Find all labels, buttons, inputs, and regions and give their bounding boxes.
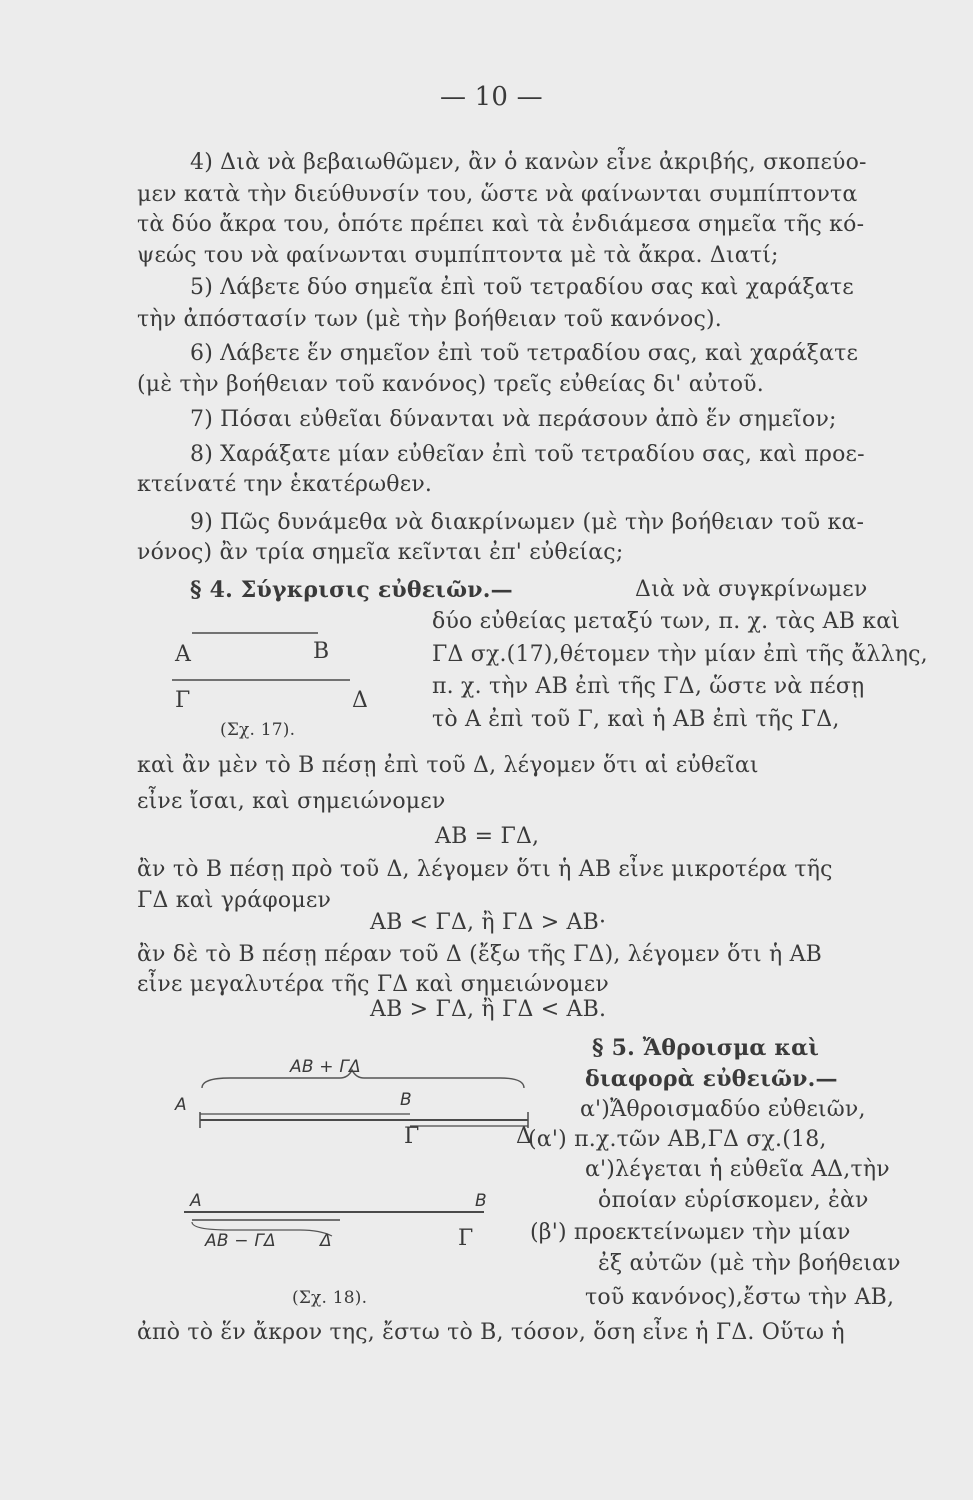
fig18-sum-label: ΑΒ + ΓΔ bbox=[290, 1057, 361, 1077]
text-line: τοῦ κανόνος),ἔστω τὴν ΑΒ, bbox=[585, 1285, 895, 1310]
fig17-label-a: Α bbox=[175, 642, 192, 667]
figure-17 bbox=[170, 625, 380, 695]
page-number: — 10 — bbox=[440, 82, 543, 112]
text-line: δύο εὐθείας μεταξύ των, π. χ. τὰς ΑΒ καὶ bbox=[432, 609, 901, 634]
fig17-label-b: Β bbox=[313, 639, 330, 664]
text-line: α')Ἄθροισμαδύο εὐθειῶν, bbox=[580, 1097, 866, 1122]
section-heading: διαφορὰ εὐθειῶν.— bbox=[585, 1066, 838, 1092]
text-line: κτείνατέ την ἑκατέρωθεν. bbox=[137, 472, 433, 497]
fig18-label-b-top: Β bbox=[400, 1090, 412, 1110]
text-line: νόνος) ἂν τρία σημεῖα κεῖνται ἐπ' εὐθείας; bbox=[137, 540, 624, 565]
text-line: μεν κατὰ τὴν διεύθυνσίν του, ὥστε νὰ φαίνωνται συμπίπτοντα bbox=[137, 182, 858, 207]
section-heading: § 4. Σύγκρισις εὐθειῶν.— bbox=[190, 577, 513, 603]
text-line: Διὰ νὰ συγκρίνωμεν bbox=[635, 577, 868, 602]
fig17-label-d: Δ bbox=[352, 688, 369, 713]
fig18-label-a-bottom: Α bbox=[190, 1191, 202, 1211]
fig18-label-d-top: Δ bbox=[516, 1124, 533, 1149]
equation: ΑΒ > ΓΔ, ἢ ΓΔ < ΑΒ. bbox=[370, 997, 607, 1022]
text-line: (β') προεκτείνωμεν τὴν μίαν bbox=[530, 1220, 851, 1245]
text-line: (α') π.χ.τῶν ΑΒ,ΓΔ σχ.(18, bbox=[528, 1127, 827, 1152]
fig18-label-g-bottom: Γ bbox=[458, 1226, 474, 1251]
fig18-label-g-top: Γ bbox=[404, 1124, 420, 1149]
text-line: ὁποίαν εὑρίσκομεν, ἐὰν bbox=[598, 1188, 869, 1213]
text-line: 6) Λάβετε ἕν σημεῖον ἐπὶ τοῦ τετραδίου σας, καὶ χαράξατε bbox=[190, 341, 859, 366]
fig18-caption: (Σχ. 18). bbox=[292, 1288, 368, 1308]
text-line: ἂν τὸ Β πέσῃ πρὸ τοῦ Δ, λέγομεν ὅτι ἡ ΑΒ εἶνε μικροτέρα τῆς bbox=[137, 857, 833, 882]
text-line: ψεώς του νὰ φαίνωνται συμπίπτοντα μὲ τὰ ἄκρα. Διατί; bbox=[137, 243, 779, 268]
equation: ΑΒ < ΓΔ, ἢ ΓΔ > ΑΒ· bbox=[370, 910, 607, 935]
fig17-caption: (Σχ. 17). bbox=[220, 720, 296, 740]
text-line: π. χ. τὴν ΑΒ ἐπὶ τῆς ΓΔ, ὥστε νὰ πέσῃ bbox=[432, 674, 865, 699]
text-line: τὸ Α ἐπὶ τοῦ Γ, καὶ ἡ ΑΒ ἐπὶ τῆς ΓΔ, bbox=[432, 707, 840, 732]
fig17-label-g: Γ bbox=[175, 688, 191, 713]
fig18-label-b-bottom: Β bbox=[475, 1191, 487, 1211]
fig18-diff-label: ΑΒ − ΓΔ bbox=[205, 1231, 276, 1251]
text-line: τὰ δύο ἄκρα του, ὁπότε πρέπει καὶ τὰ ἐνδιάμεσα σημεῖα τῆς κό- bbox=[137, 212, 865, 237]
sum-brace bbox=[202, 1070, 524, 1088]
text-line: τὴν ἀπόστασίν των (μὲ τὴν βοήθειαν τοῦ κανόνος). bbox=[137, 307, 722, 332]
text-line: 7) Πόσαι εὐθεῖαι δύνανται νὰ περάσουν ἀπὸ ἕν σημεῖον; bbox=[190, 407, 837, 432]
text-line: ἀπὸ τὸ ἕν ἄκρον της, ἔστω τὸ Β, τόσον, ὅση εἶνε ἡ ΓΔ. Οὕτω ἡ bbox=[137, 1320, 845, 1345]
fig18-label-a-top: Α bbox=[175, 1095, 187, 1115]
text-line: καὶ ἂν μὲν τὸ Β πέσῃ ἐπὶ τοῦ Δ, λέγομεν ὅτι αἱ εὐθεῖαι bbox=[137, 753, 759, 778]
text-line: εἶνε ἴσαι, καὶ σημειώνομεν bbox=[137, 789, 446, 814]
text-line: ΓΔ καὶ γράφομεν bbox=[137, 888, 332, 913]
fig18-diff-delta: Δ bbox=[320, 1231, 332, 1251]
text-line: εἶνε μεγαλυτέρα τῆς ΓΔ καὶ σημειώνομεν bbox=[137, 972, 609, 997]
text-line: 5) Λάβετε δύο σημεῖα ἐπὶ τοῦ τετραδίου σας καὶ χαράξατε bbox=[190, 275, 854, 300]
text-line: 9) Πῶς δυνάμεθα νὰ διακρίνωμεν (μὲ τὴν βοήθειαν τοῦ κα- bbox=[190, 510, 865, 535]
text-line: ἂν δὲ τὸ Β πέσῃ πέραν τοῦ Δ (ἔξω τῆς ΓΔ), λέγομεν ὅτι ἡ ΑΒ bbox=[137, 942, 823, 967]
section-heading: § 5. Ἄθροισμα καὶ bbox=[592, 1035, 820, 1061]
equation: ΑΒ = ΓΔ, bbox=[435, 824, 540, 849]
text-line: 8) Χαράξατε μίαν εὐθεῖαν ἐπὶ τοῦ τετραδίου σας, καὶ προε- bbox=[190, 442, 865, 467]
text-line: ἐξ αὐτῶν (μὲ τὴν βοήθειαν bbox=[598, 1251, 901, 1276]
text-line: ΓΔ σχ.(17),θέτομεν τὴν μίαν ἐπὶ τῆς ἄλλης, bbox=[432, 642, 928, 667]
text-line: 4) Διὰ νὰ βεβαιωθῶμεν, ἂν ὁ κανὼν εἶνε ἀκριβής, σκοπεύο- bbox=[190, 150, 867, 175]
text-line: (μὲ τὴν βοήθειαν τοῦ κανόνος) τρεῖς εὐθείας δι' αὐτοῦ. bbox=[137, 372, 764, 397]
text-line: α')λέγεται ἡ εὐθεῖα ΑΔ,τὴν bbox=[585, 1157, 890, 1182]
